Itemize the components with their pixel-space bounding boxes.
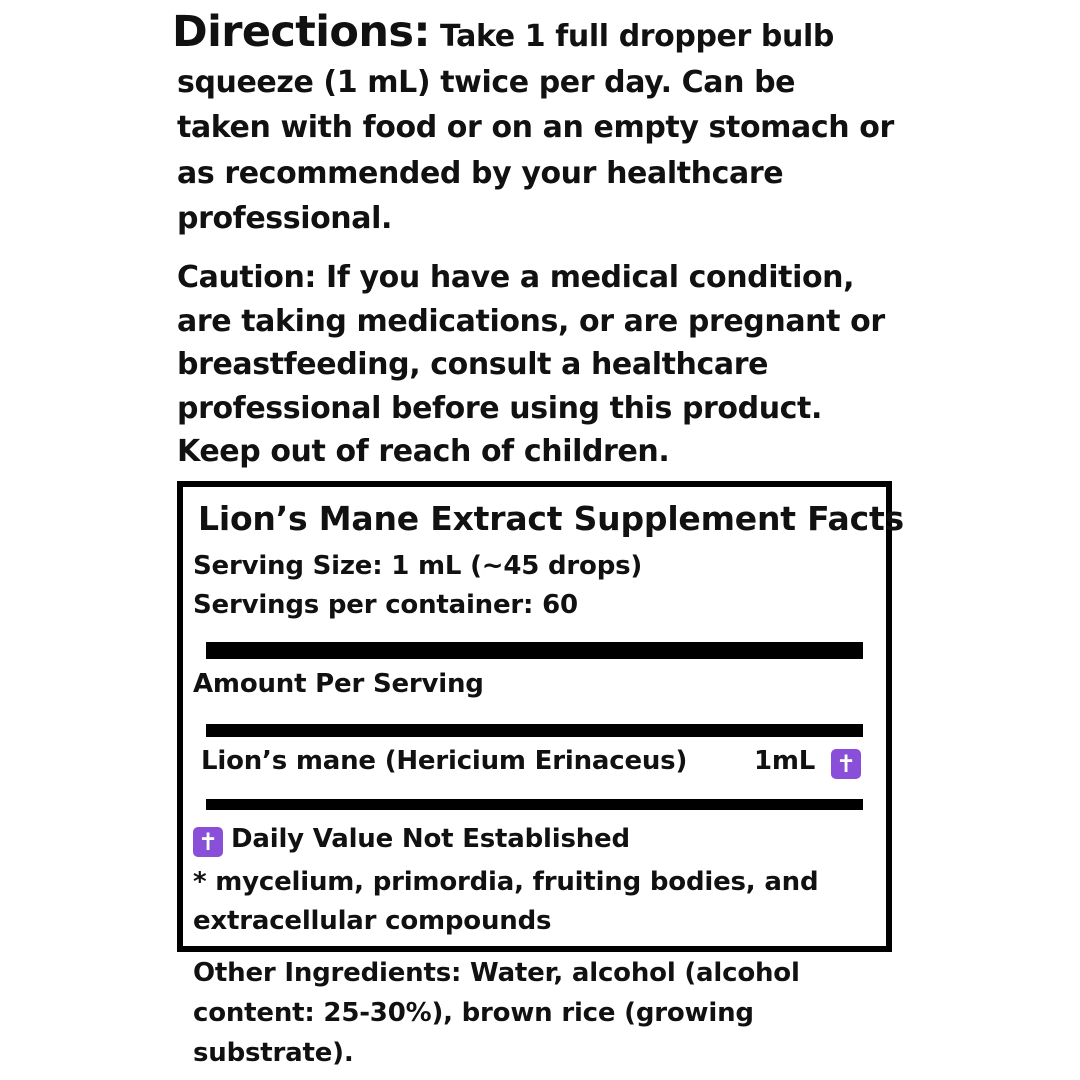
ingredient-name: Lion’s mane (Hericium Erinaceus) <box>201 746 688 776</box>
ingredient-amount: 1mL <box>754 746 816 776</box>
directions-heading: Directions: <box>172 7 430 57</box>
directions-text: Take 1 full dropper bulb squeeze (1 mL) twice per day. Can be taken with food or on an empty stomach or as recommended by your healthcare professional. <box>177 19 894 236</box>
divider <box>206 724 863 737</box>
amount-per-serving-heading: Amount Per Serving <box>193 669 484 699</box>
servings-per-container: Servings per container: 60 <box>193 590 578 620</box>
ingredient-footnote: * mycelium, primordia, fruiting bodies, and extracellular compounds <box>193 867 819 936</box>
directions-section <box>172 7 897 242</box>
latin-cross-icon: ✝ <box>831 749 861 779</box>
supplement-facts-panel <box>177 481 904 952</box>
serving-size: Serving Size: 1 mL (~45 drops) <box>193 551 643 581</box>
thin-divider <box>206 799 863 810</box>
thick-divider <box>206 642 863 659</box>
supplement-facts-title: Lion’s Mane Extract Supplement Facts <box>198 499 904 538</box>
caution-text: Caution: If you have a medical condition, are taking medications, or are pregnant or breastfeeding, consult a healthcare professional before using this product. Keep out of reach of children. <box>177 260 885 469</box>
other-ingredients: Other Ingredients: Water, alcohol (alcohol content: 25-30%), brown rice (growing substrate). <box>193 958 800 1068</box>
daily-value-note-text: Daily Value Not Established <box>231 824 630 854</box>
daily-value-note <box>193 824 630 857</box>
latin-cross-icon: ✝ <box>193 827 223 857</box>
